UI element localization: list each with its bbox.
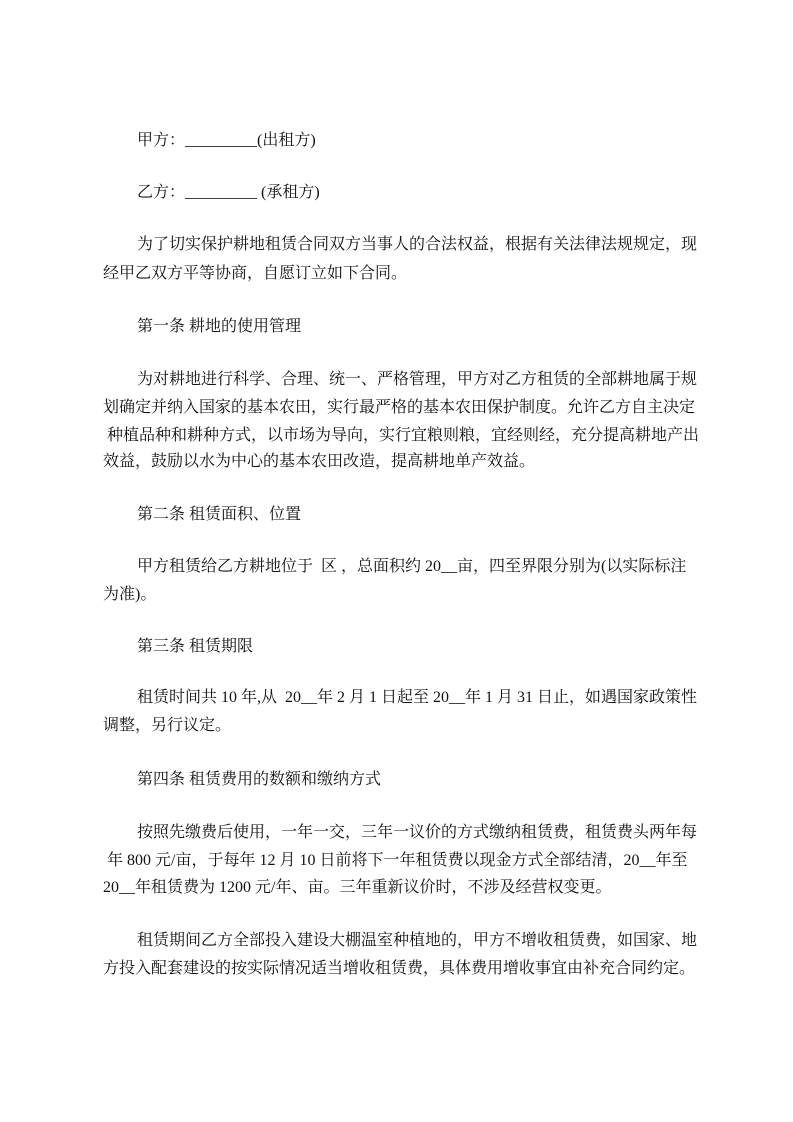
paragraph-line: 租赁期间乙方全部投入建设大棚温室种植地的，甲方不增收租赁费，如国家、地 <box>137 932 698 949</box>
party-a-line: 甲方：_________(出租方) <box>137 132 316 149</box>
paragraph-line: 为对耕地进行科学、合理、统一、严格管理，甲方对乙方租赁的全部耕地属于规 <box>137 371 698 388</box>
article-title: 第三条 租赁期限 <box>137 638 254 655</box>
party-b-line: 乙方：_________ (承租方) <box>137 184 320 201</box>
paragraph-line: 年 800 元/亩，于每年 12 月 10 日前将下一年租赁费以现金方式全部结清，20__年至 <box>103 852 688 869</box>
paragraph-line: 调整，另行议定。 <box>103 717 232 734</box>
paragraph-line: 为准)。 <box>103 586 157 603</box>
paragraph-line: 按照先缴费后使用，一年一交，三年一议价的方式缴纳租赁费，租赁费头两年每 <box>137 824 698 841</box>
article-title: 第四条 租赁费用的数额和缴纳方式 <box>137 771 382 788</box>
article-title: 第二条 租赁面积、位置 <box>137 506 302 523</box>
paragraph-line: 效益，鼓励以水为中心的基本农田改造，提高耕地单产效益。 <box>103 453 536 470</box>
paragraph-line: 划确定并纳入国家的基本农田，实行最严格的基本农田保护制度。允许乙方自主决定 <box>103 399 696 416</box>
article-title: 第一条 耕地的使用管理 <box>137 318 302 335</box>
paragraph-line: 种植品种和耕种方式，以市场为导向，实行宜粮则粮，宜经则经，充分提高耕地产出 <box>103 427 700 444</box>
preamble-line: 为了切实保护耕地租赁合同双方当事人的合法权益，根据有关法律法规规定，现 <box>137 236 698 253</box>
paragraph-line: 甲方租赁给乙方耕地位于 区 ，总面积约 20__亩，四至界限分别为(以实际标注 <box>137 558 687 575</box>
paragraph-line: 20__年租赁费为 1200 元/年、亩。三年重新议价时，不涉及经营权变更。 <box>103 879 612 896</box>
paragraph-line: 方投入配套建设的按实际情况适当增收租赁费，具体费用增收事宜由补充合同约定。 <box>103 960 696 977</box>
paragraph-line: 租赁时间共 10 年,从 20__年 2 月 1 日起至 20__年 1 月 31 日止，如遇国家政策性 <box>137 689 698 706</box>
preamble-line: 经甲乙双方平等协商，自愿订立如下合同。 <box>103 265 408 282</box>
